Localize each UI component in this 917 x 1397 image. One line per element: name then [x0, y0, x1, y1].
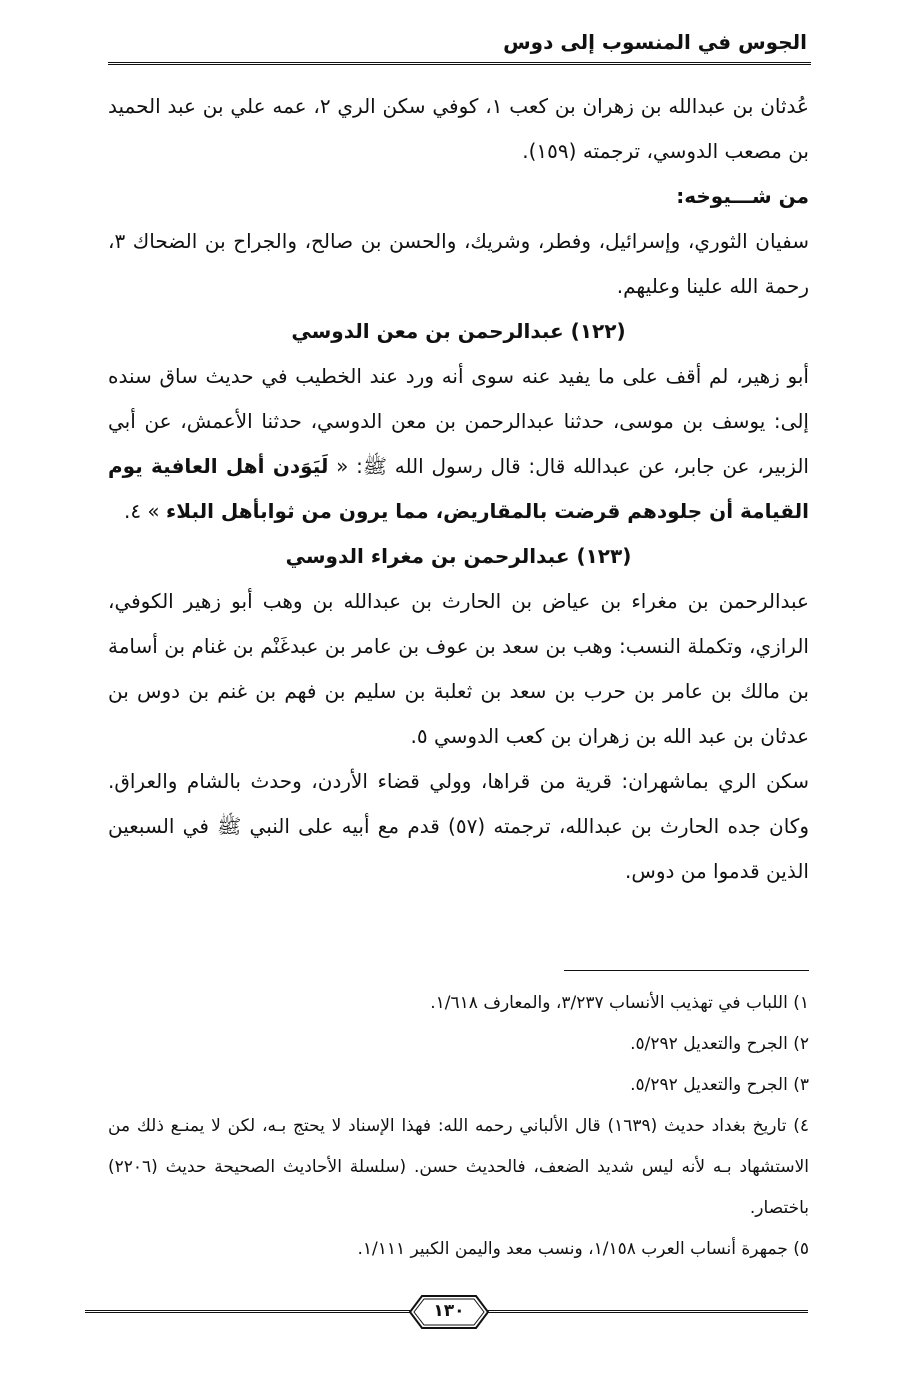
running-header: الجوس في المنسوب إلى دوس	[503, 30, 807, 54]
entry-122-text	[108, 354, 809, 534]
footnotes	[108, 983, 809, 1270]
footnote-1: ١) اللباب في تهذيب الأنساب ٣/٢٣٧، والمعارف ١/٦١٨.	[430, 993, 809, 1013]
shuyukh-list: سفيان الثوري، وإسرائيل، وفطر، وشريك، والحسن بن صالح، والجراح بن الضحاك ٣، رحمة الله علينا وعليهم.	[108, 229, 809, 298]
footnote-2: ٢) الجرح والتعديل ٥/٢٩٢.	[630, 1034, 809, 1054]
entry-122-heading: (١٢٢) عبدالرحمن بن معن الدوسي	[291, 319, 626, 343]
footer-rule-right	[488, 1310, 808, 1313]
footnote-4: ٤) تاريخ بغداد حديث (١٦٣٩) قال الألباني رحمه الله: فهذا الإسناد لا يحتج بـه، لكن لا يمنـع ذلك من الاستشهاد بـه لأنه ليس شديد الضعف، فالحديث حسن. (سلسلة الأحاديث الصحيحة حديث (٢٢٠٦) باختصار.	[108, 1116, 809, 1218]
footer-rule-left	[85, 1310, 410, 1313]
page-number: ١٣٠	[433, 1301, 465, 1321]
entry-122-text-start: أبو زهير، لم أقف على ما يفيد عنه سوى أنه ورد عند الخطيب في حديث ساق سنده إلى: يوسف بن موسى، حدثنا عبدالرحمن بن معن الدوسي، حدثنا الأعمش، عن أبي الزبير، عن جابر، عن عبدالله قال: قال رسول الله ﷺ: «	[108, 364, 809, 478]
page-number-frame	[408, 1294, 490, 1330]
hadith-quote: لَيَوَدن أهل العافية يوم القيامة أن جلودهم قرضت بالمقاريض، مما يرون من ثوابأهل البلاء	[108, 454, 809, 523]
entry-123-heading: (١٢٣) عبدالرحمن بن مغراء الدوسي	[285, 544, 632, 568]
entry-122-text-end: » ٤.	[123, 499, 160, 523]
entry-123-lineage: عبدالرحمن بن مغراء بن عياض بن الحارث بن عبدالله بن وهب أبو زهير الكوفي، الرازي، وتكملة النسب: وهب بن سعد بن عوف بن عامر بن عبدغَنْم بن غنام بن أسامة بن مالك بن عامر بن حرب بن سعد بن ثعلبة بن سليم بن فهم بن غنم بن دوس بن عدثان بن عبد الله بن زهران بن كعب الدوسي ٥.	[108, 589, 809, 748]
shuyukh-heading: من شـــيوخه:	[676, 184, 809, 208]
header-rule	[108, 62, 811, 65]
footnote-separator	[564, 970, 809, 971]
main-text	[108, 84, 809, 894]
footnote-5: ٥) جمهرة أنساب العرب ١/١٥٨، ونسب معد واليمن الكبير ١/١١١.	[357, 1239, 809, 1259]
footnote-3: ٣) الجرح والتعديل ٥/٢٩٢.	[630, 1075, 809, 1095]
paragraph-udthan: عُدثان بن عبدالله بن زهران بن كعب ١، كوفي سكن الري ٢، عمه علي بن عبد الحميد بن مصعب الدوسي، ترجمته (١٥٩).	[108, 94, 809, 163]
entry-123-residence: سكن الري بماشهران: قرية من قراها، وولي قضاء الأردن، وحدث بالشام والعراق. وكان جده الحارث بن عبدالله، ترجمته (٥٧) قدم مع أبيه على النبي ﷺ في السبعين الذين قدموا من دوس.	[108, 769, 809, 883]
